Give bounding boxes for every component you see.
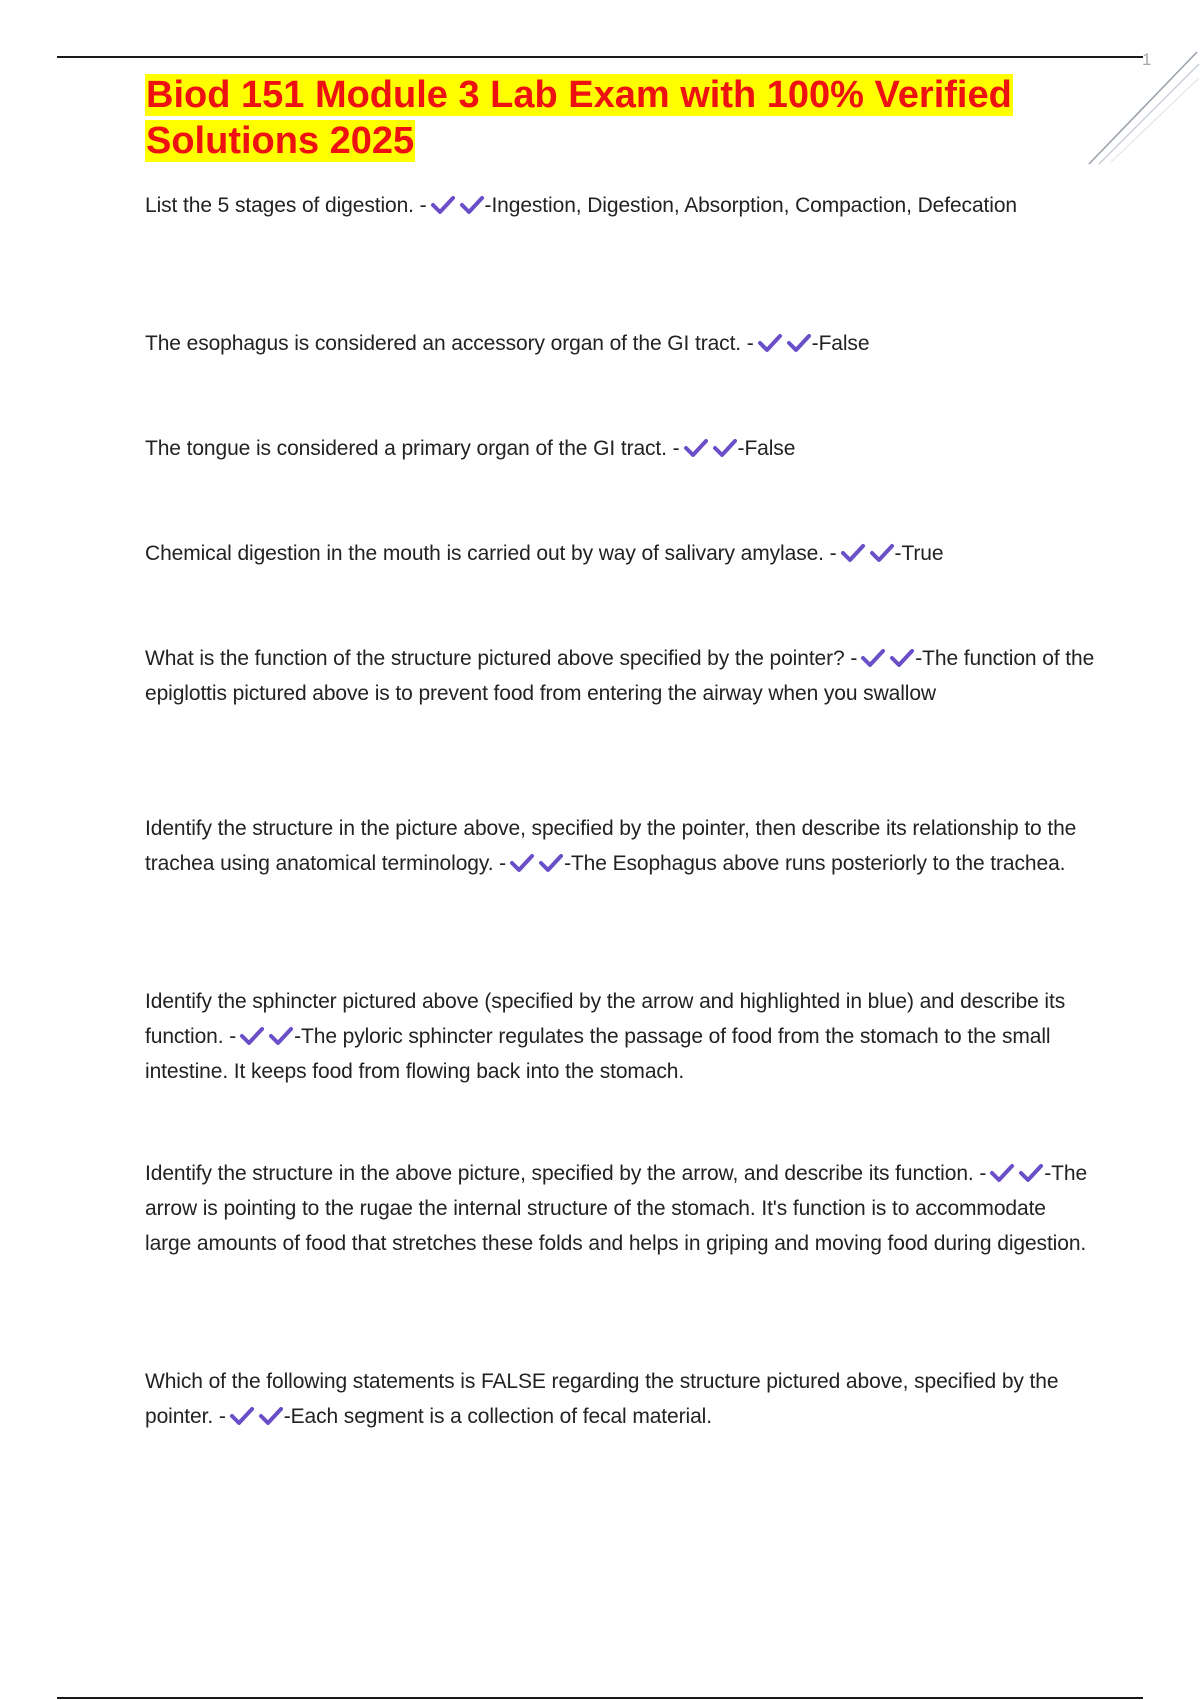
question-text: Identify the structure in the above picture, specified by the arrow, and describe its function. -: [145, 1162, 987, 1185]
answer-text: -The function of the epiglottis pictured above is to prevent food from entering the airway when you swallow: [145, 647, 1095, 705]
question-text: The esophagus is considered an accessory organ of the GI tract. -: [145, 332, 754, 355]
checkmark-icon: [786, 333, 812, 353]
checkmark-icon: [683, 438, 709, 458]
question-text: Chemical digestion in the mouth is carried out by way of salivary amylase. -: [145, 542, 837, 565]
question-text: Identify the structure in the picture above, specified by the pointer, then describe its relationship to the trachea using anatomical terminology. -: [145, 817, 1077, 875]
question-text: Identify the sphincter pictured above (specified by the arrow and highlighted in blue) and describe its function. -: [145, 990, 1066, 1048]
checkmark-icon: [459, 195, 485, 215]
qa-item-3: [145, 431, 1095, 466]
qa-item-7: [145, 984, 1095, 1089]
footer-rule: [57, 1697, 1143, 1699]
checkmark-icon: [712, 438, 738, 458]
checkmark-icon: [757, 333, 783, 353]
qa-item-8: [145, 1156, 1095, 1261]
answer-text: -The arrow is pointing to the rugae the internal structure of the stomach. It's function is to accommodate large amounts of food that stretches these folds and helps in griping and moving food during digestion.: [145, 1162, 1088, 1255]
document-title-text: Biod 151 Module 3 Lab Exam with 100% Verified Solutions 2025: [146, 74, 1012, 162]
qa-item-1: [145, 188, 1095, 223]
answer-text: -Ingestion, Digestion, Absorption, Compaction, Defecation: [484, 194, 1017, 217]
qa-item-4: [145, 536, 1095, 571]
page-number: 1: [1142, 50, 1152, 69]
checkmark-icon: [258, 1406, 284, 1426]
answer-text: -The pyloric sphincter regulates the passage of food from the stomach to the small intestine. It keeps food from flowing back into the stomach.: [145, 1025, 1051, 1083]
document-title: [145, 72, 1125, 164]
checkmark-icon: [509, 853, 535, 873]
checkmark-icon: [989, 1163, 1015, 1183]
question-text: What is the function of the structure pictured above specified by the pointer? -: [145, 647, 858, 670]
qa-item-9: [145, 1364, 1095, 1434]
qa-item-5: [145, 641, 1095, 711]
checkmark-icon: [268, 1026, 294, 1046]
question-text: Which of the following statements is FALSE regarding the structure pictured above, specified by the pointer. -: [145, 1370, 1059, 1428]
question-text: List the 5 stages of digestion. -: [145, 194, 427, 217]
question-text: The tongue is considered a primary organ of the GI tract. -: [145, 437, 680, 460]
checkmark-icon: [430, 195, 456, 215]
checkmark-icon: [889, 648, 915, 668]
checkmark-icon: [538, 853, 564, 873]
answer-text: -False: [811, 332, 870, 355]
answer-text: -Each segment is a collection of fecal material.: [283, 1405, 712, 1428]
checkmark-icon: [869, 543, 895, 563]
checkmark-icon: [229, 1406, 255, 1426]
qa-item-2: [145, 326, 1095, 361]
answer-text: -False: [737, 437, 796, 460]
header-rule: [57, 56, 1143, 58]
checkmark-icon: [840, 543, 866, 563]
qa-item-6: [145, 811, 1095, 881]
answer-text: -The Esophagus above runs posteriorly to the trachea.: [564, 852, 1066, 875]
checkmark-icon: [239, 1026, 265, 1046]
checkmark-icon: [860, 648, 886, 668]
answer-text: -True: [894, 542, 944, 565]
checkmark-icon: [1018, 1163, 1044, 1183]
